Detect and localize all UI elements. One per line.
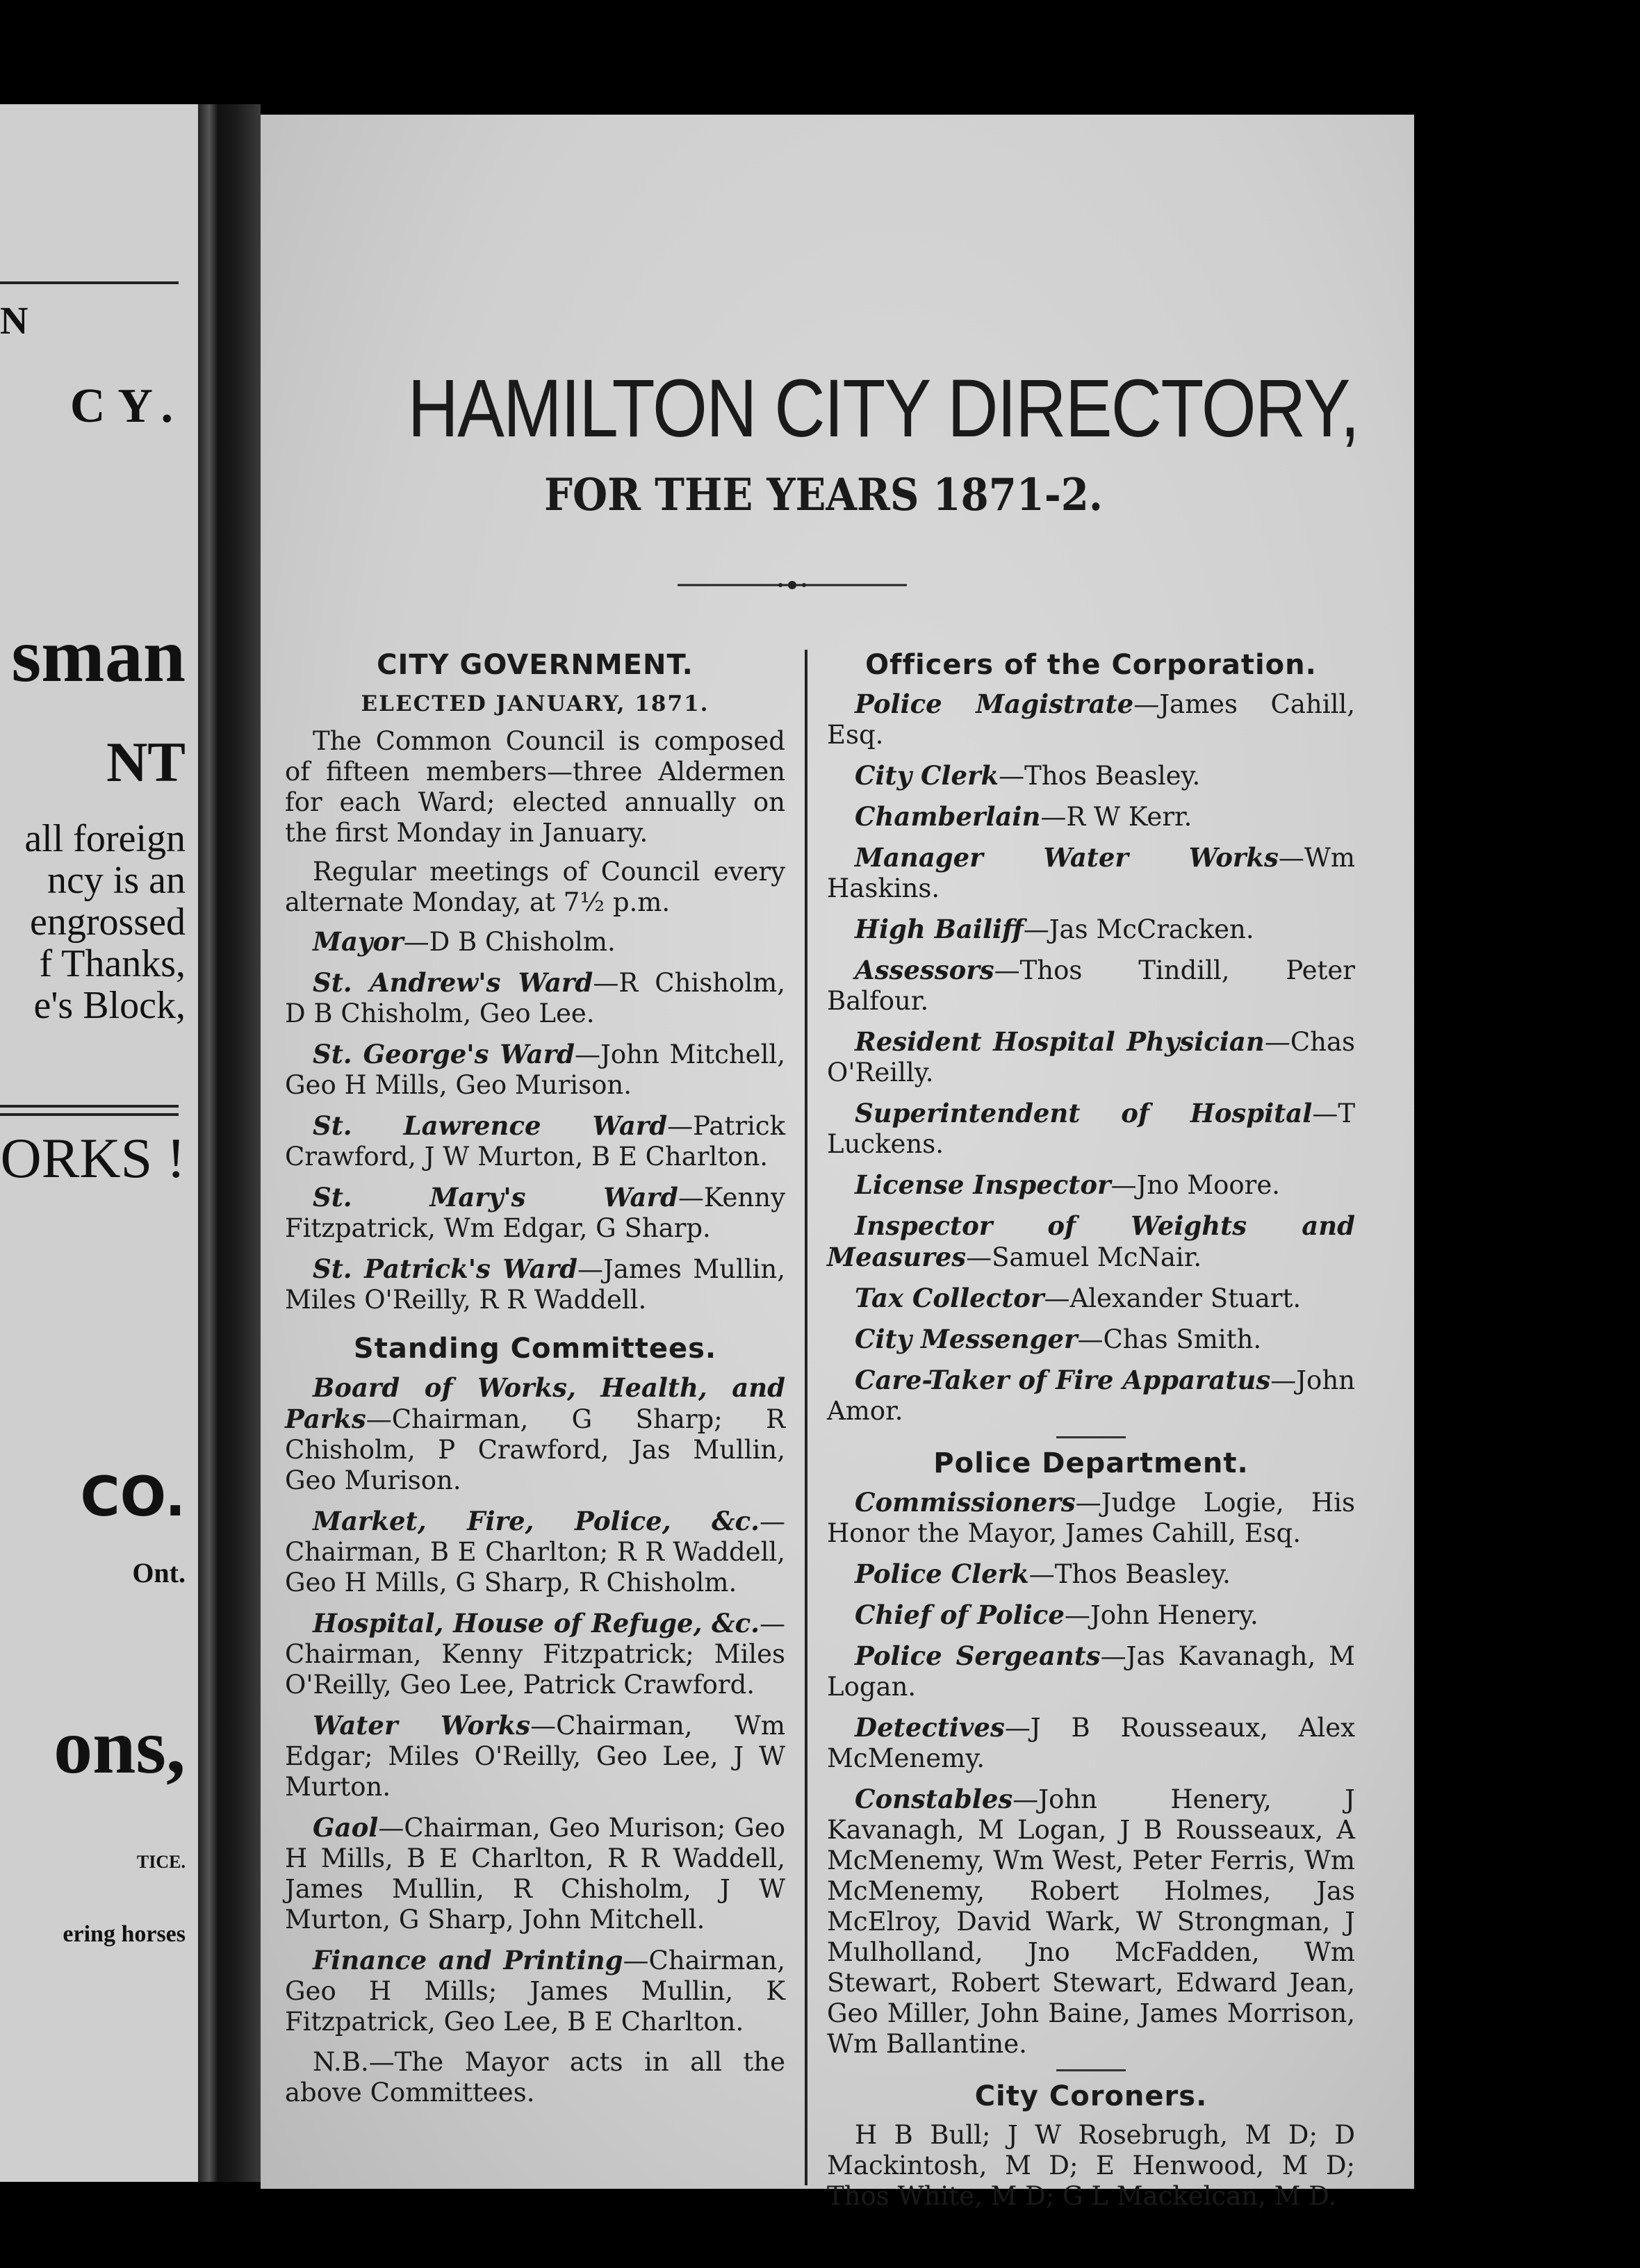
officer-entry-text: —R W Kerr. [1040,802,1192,832]
police-entry-label: Detectives [855,1712,1005,1743]
officer-entry-label: Police Magistrate [855,689,1134,719]
officer-entry-text: —Chas Smith. [1077,1324,1262,1354]
police-entry-label: Constables [855,1784,1013,1814]
page-title: HAMILTON CITY DIRECTORY, [407,363,1359,454]
police-entry [827,1600,1355,1631]
ward-entry-label: St. Mary's Ward [313,1182,678,1213]
committee-entry [285,1710,785,1802]
divider [1056,2069,1126,2071]
committee-entry [285,1945,785,2037]
police-entry-text: —John Henery. [1064,1600,1258,1630]
committee-entry-label: Hospital, House of Refuge, &c. [313,1608,760,1638]
fragment-line: ons, [54,1704,186,1790]
ward-entry-text: —Patrick Crawford, J W Murton, B E Charlton. [285,1111,785,1172]
officer-entry-text: —James Cahill, Esq. [827,689,1355,750]
committee-entry-text: —Chairman, B E Charlton; R R Waddell, Geo H Mills, G Sharp, R Chisholm. [285,1506,785,1597]
ward-entry-text: —R Chisholm, D B Chisholm, Geo Lee. [285,968,786,1028]
officer-entry-label: High Bailiff [855,914,1024,944]
fragment-line: NT [106,730,186,794]
committee-entry [285,1506,785,1598]
city-government-column [285,650,785,2118]
officer-entry [827,1098,1355,1160]
intro-paragraph: The Common Council is composed of fifteen members—three Aldermen for each Ward; elected annually on the first Monday in January. [285,726,785,848]
police-entry-text: —Jas Kavanagh, M Logan. [827,1641,1355,1702]
officer-entry-label: Assessors [855,955,994,985]
ward-entry [285,1254,785,1315]
police-entry [827,1559,1355,1590]
officer-entry-text: —Alexander Stuart. [1044,1283,1302,1313]
ward-entry-text: —James Mullin, Miles O'Reilly, R R Waddell. [285,1254,785,1315]
police-entry-text: —Thos Beasley. [1028,1559,1231,1589]
police-entry-label: Commissioners [855,1487,1076,1518]
officer-entry [827,842,1355,904]
ward-entry-text: —Kenny Fitzpatrick, Wm Edgar, G Sharp. [285,1183,785,1243]
committee-entry [285,1812,785,1935]
officer-entry [827,801,1355,832]
committee-entry-text: —Chairman, Geo H Mills; James Mullin, K Fitzpatrick, Geo Lee, B E Charlton. [285,1946,785,2037]
officer-entry-label: Manager Water Works [855,842,1279,873]
committee-entry-label: Market, Fire, Police, &c. [313,1506,760,1536]
officer-entry-text: —John Amor. [827,1365,1355,1426]
officer-entry-label: City Messenger [855,1324,1078,1354]
fragment-line: engrossed [30,901,186,944]
officer-entry [827,1324,1355,1355]
officer-entry [827,955,1355,1017]
fragment-line: ering horses [63,1921,186,1947]
fragment-line: e's Block, [33,984,186,1027]
officer-entry-label: Tax Collector [855,1283,1044,1313]
officer-entry-text: —Chas O'Reilly. [827,1027,1355,1087]
committee-list [285,1372,785,2037]
committee-entry-label: Board of Works, Health, and Parks [285,1372,785,1434]
officer-entry-text: —T Luckens. [827,1099,1355,1159]
committee-entry-label: Water Works [313,1710,531,1741]
note: N.B.—The Mayor acts in all the above Committees. [285,2047,785,2107]
fragment-line: N [0,299,28,343]
committee-entry [285,1608,785,1700]
ward-entry-text: —John Mitchell, Geo H Mills, Geo Murison. [285,1040,786,1100]
committee-entry-text: —Chairman, G Sharp; R Chisholm, P Crawford, Jas Mullin, Geo Murison. [285,1404,785,1495]
column-rule [805,650,807,2185]
officer-entry [827,1026,1355,1088]
election-date: ELECTED JANUARY, 1871. [361,691,710,716]
officer-entry-label: License Inspector [855,1169,1111,1200]
committee-entry-label: Gaol [313,1812,379,1843]
police-list [827,1487,1355,2060]
officer-entry [827,1169,1355,1201]
committee-entry-text: —Chairman, Geo Murison; Geo H Mills, B E Charlton, R R Waddell, James Mullin, R Chisholm, J W Murton, G Sharp, John Mitchell. [285,1813,785,1934]
fragment-line: CO. [80,1466,186,1529]
divider [0,1113,179,1116]
police-entry-text: —John Henery, J Kavanagh, M Logan, J B Rousseaux, A McMenemy, Wm West, Peter Ferris, Wm McMenemy, Robert Holmes, Jas McElroy, David Wark, W Strongman, J Mulholland, Jno McFadden, Wm Stewart, Robert Stewart, Edward Jean, Geo Miller, John Baine, James Morrison, Wm Ballantine. [827,1784,1355,2059]
fragment-line: f Thanks, [39,942,186,985]
ornament-divider [678,576,907,594]
officer-entry-label: Care-Taker of Fire Apparatus [855,1365,1271,1395]
officer-entry-label: City Clerk [855,760,999,791]
intro-paragraph: Regular meetings of Council every alternate Monday, at 7½ p.m. [285,857,785,917]
committee-entry-text: —Chairman, Wm Edgar; Miles O'Reilly, Geo Lee, J W Murton. [285,1711,785,1802]
section-heading: CITY GOVERNMENT. [377,649,694,681]
police-entry-text: —Judge Logie, His Honor the Mayor, James Cahill, Esq. [827,1488,1355,1548]
officer-entry-text: —Jas McCracken. [1023,914,1254,944]
fragment-line: Ont. [132,1557,186,1588]
fragment-line: ncy is an [47,859,186,902]
section-heading: Police Department. [933,1447,1249,1479]
police-entry-label: Police Clerk [855,1559,1029,1589]
divider [0,1105,179,1108]
officer-entry [827,689,1355,750]
officer-entry-text: —Samuel McNair. [966,1242,1202,1272]
section-heading: Officers of the Corporation. [865,649,1317,681]
directory-page [261,115,1414,2211]
fragment-line: CY. [69,379,186,433]
page-subtitle: FOR THE YEARS 1871-2. [544,469,1103,521]
fragment-line: TICE. [136,1852,186,1872]
officer-entry [827,914,1355,945]
police-entry [827,1712,1355,1774]
officer-entry [827,1283,1355,1314]
committee-entry-label: Finance and Printing [313,1945,623,1975]
ward-entry-label: St. Lawrence Ward [313,1110,668,1141]
fragment-line: ORKS ! [0,1126,186,1190]
officer-entry [827,760,1355,791]
officer-entry-label: Superintendent of Hospital [855,1098,1313,1128]
officer-entry [827,1210,1355,1273]
officer-entry-label: Chamberlain [855,801,1041,832]
officer-entry-text: —Wm Haskins. [827,843,1355,903]
officer-entry-text: —Jno Moore. [1110,1170,1281,1200]
coroners-text: H B Bull; J W Rosebrugh, M D; D Mackintosh, M D; E Henwood, M D; Thos White, M D; G L Mackelcan, M D. [827,2120,1355,2211]
officer-entry-label: Inspector of Weights and Measures [827,1210,1355,1272]
ward-list [285,926,785,1315]
officer-entry-label: Resident Hospital Physician [855,1026,1265,1057]
officer-entry [827,1365,1355,1427]
officer-list [827,689,1355,1427]
section-heading: City Coroners. [974,2080,1208,2112]
police-entry-text: —J B Rousseaux, Alex McMenemy. [827,1713,1355,1773]
committee-entry-text: —Chairman, Kenny Fitzpatrick; Miles O'Reilly, Geo Lee, Patrick Crawford. [285,1609,785,1700]
ward-entry-label: Mayor [313,926,404,957]
ward-entry [285,1182,785,1244]
ward-entry [285,1039,785,1101]
police-entry [827,1784,1355,2060]
police-entry [827,1487,1355,1549]
fragment-line: all foreign [24,817,186,860]
ward-entry-label: St. George's Ward [313,1039,575,1069]
ward-entry-label: St. Patrick's Ward [313,1254,578,1284]
police-entry-label: Police Sergeants [855,1641,1101,1671]
officer-entry-text: —Thos Beasley. [999,761,1201,791]
ward-entry [285,967,785,1029]
officers-column [827,650,1355,2221]
ward-entry-text: —D B Chisholm. [403,927,616,957]
binding-gutter [198,104,261,2182]
police-entry [827,1641,1355,1702]
adjacent-page-fragment [0,104,198,2182]
officer-entry-text: —Thos Tindill, Peter Balfour. [827,955,1355,1016]
committee-entry [285,1372,785,1496]
fragment-line: sman [11,613,186,698]
police-entry-label: Chief of Police [855,1600,1065,1630]
ward-entry [285,926,785,958]
ward-entry [285,1110,785,1172]
divider [0,281,179,284]
ward-entry-label: St. Andrew's Ward [313,967,593,998]
divider [1056,1436,1126,1438]
section-heading: Standing Committees. [353,1333,717,1365]
